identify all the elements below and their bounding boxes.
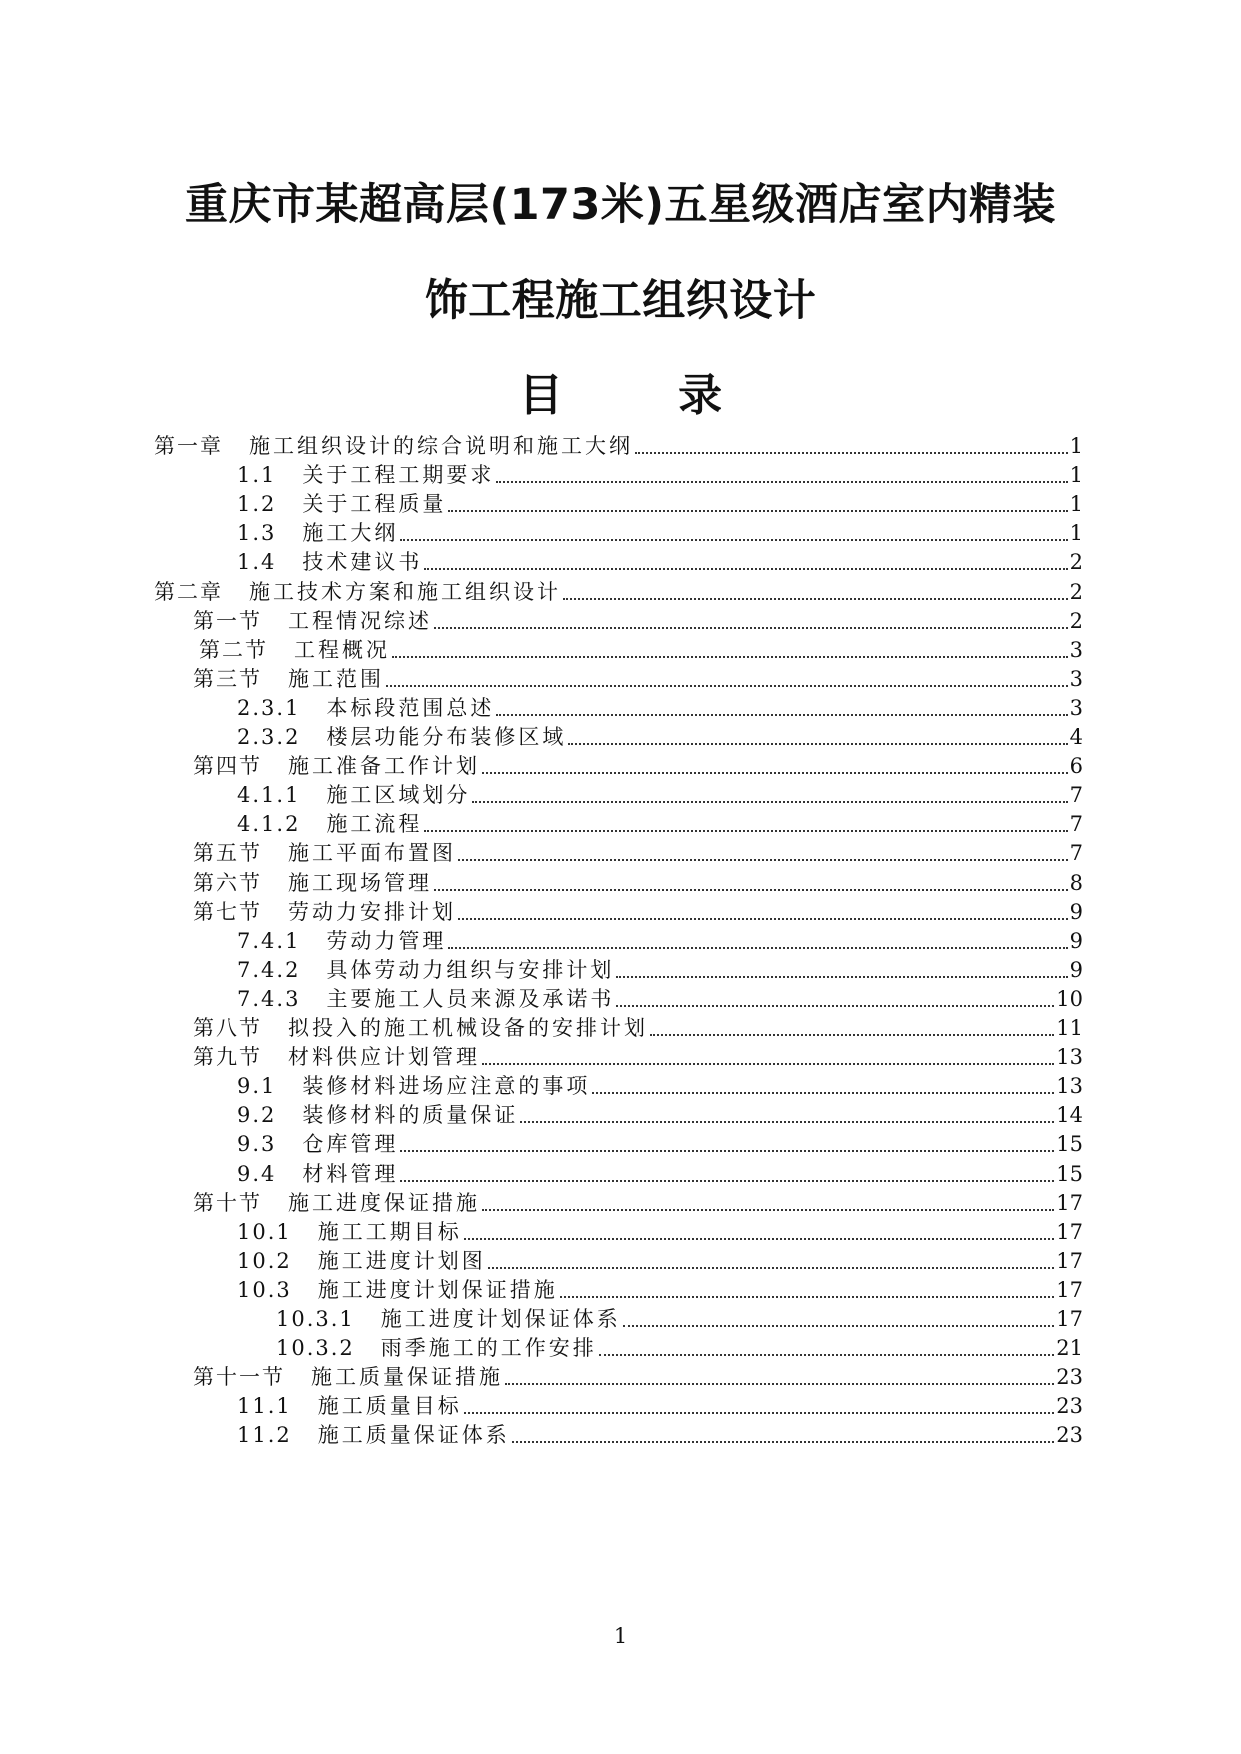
toc-entry-title: 施工组织设计的综合说明和施工大纲 — [249, 434, 633, 458]
toc-dot-leader — [614, 954, 1069, 986]
toc-entry-title: 仓库管理 — [302, 1132, 399, 1156]
toc-entry[interactable] — [193, 837, 1083, 869]
toc-dot-leader — [422, 808, 1069, 840]
toc-entry-title: 施工进度计划图 — [317, 1249, 486, 1273]
toc-dot-leader — [566, 721, 1069, 753]
toc-entry-number: 7.4.2 — [237, 958, 301, 982]
toc-entry-title: 施工平面布置图 — [288, 841, 456, 865]
toc-entry-number: 第六节 — [193, 871, 262, 895]
toc-dot-leader — [398, 517, 1069, 549]
toc-dot-leader — [621, 1303, 1056, 1335]
toc-entry[interactable] — [237, 517, 1083, 549]
toc-entry-page: 2 — [1069, 609, 1083, 633]
toc-entry-title: 雨季施工的工作安排 — [380, 1336, 597, 1360]
toc-entry-title: 技术建议书 — [302, 550, 423, 574]
toc-entry-title: 施工范围 — [288, 667, 384, 691]
toc-entry[interactable] — [237, 808, 1083, 840]
toc-entry-page: 7 — [1069, 783, 1083, 807]
toc-entry-page: 17 — [1056, 1278, 1083, 1302]
toc-entry[interactable] — [237, 779, 1083, 811]
toc-dot-leader — [462, 1390, 1057, 1422]
toc-dot-leader — [558, 1274, 1057, 1306]
toc-entry[interactable] — [276, 1303, 1083, 1335]
toc-entry-number: 10.3.1 — [276, 1307, 355, 1331]
toc-entry-number: 7.4.1 — [237, 929, 301, 953]
toc-entry-page: 3 — [1069, 696, 1083, 720]
toc-entry-title: 材料供应计划管理 — [288, 1045, 480, 1069]
toc-entry-page: 21 — [1056, 1336, 1083, 1360]
toc-entry[interactable] — [154, 430, 1083, 462]
toc-entry-page: 13 — [1056, 1045, 1083, 1069]
toc-entry[interactable] — [199, 634, 1083, 666]
toc-entry-number: 第三节 — [193, 667, 262, 691]
toc-entry-number: 第一节 — [193, 609, 262, 633]
toc-entry-page: 11 — [1056, 1016, 1083, 1040]
toc-entry-title: 工程概况 — [294, 638, 390, 662]
toc-entry-page: 23 — [1056, 1365, 1083, 1389]
toc-dot-leader — [432, 867, 1070, 899]
toc-entry-page: 3 — [1069, 638, 1083, 662]
toc-entry-page: 7 — [1069, 841, 1083, 865]
toc-entry-page: 1 — [1069, 521, 1083, 545]
toc-dot-leader — [480, 1187, 1056, 1219]
toc-entry-page: 17 — [1056, 1220, 1083, 1244]
toc-dot-leader — [486, 1245, 1057, 1277]
toc-entry-number: 9.4 — [237, 1162, 277, 1186]
toc-entry[interactable] — [193, 896, 1083, 928]
toc-entry-title: 关于工程质量 — [302, 492, 447, 516]
toc-dot-leader — [470, 779, 1069, 811]
toc-entry[interactable] — [237, 1390, 1083, 1422]
toc-dot-leader — [456, 837, 1070, 869]
toc-entry[interactable] — [237, 1099, 1083, 1131]
toc-dot-leader — [462, 1216, 1057, 1248]
toc-entry-page: 17 — [1056, 1307, 1083, 1331]
toc-entry[interactable] — [237, 1158, 1083, 1190]
toc-entry-title: 施工质量保证措施 — [311, 1365, 503, 1389]
toc-entry-title: 施工流程 — [326, 812, 423, 836]
toc-dot-leader — [432, 605, 1070, 637]
toc-dot-leader — [456, 896, 1070, 928]
toc-entry-page: 4 — [1069, 725, 1083, 749]
toc-dot-leader — [561, 576, 1070, 608]
toc-entry-number: 1.3 — [237, 521, 277, 545]
toc-entry-number: 9.2 — [237, 1103, 277, 1127]
document-title-line-2: 饰工程施工组织设计 — [424, 276, 817, 326]
toc-entry-title: 施工技术方案和施工组织设计 — [249, 580, 561, 604]
toc-entry-number: 2.3.1 — [237, 696, 301, 720]
toc-entry-title: 关于工程工期要求 — [302, 463, 495, 487]
toc-entry-number: 4.1.1 — [237, 783, 301, 807]
toc-dot-leader — [422, 546, 1069, 578]
toc-entry-page: 15 — [1056, 1162, 1083, 1186]
toc-entry[interactable] — [237, 1419, 1083, 1451]
toc-heading: 目 录 — [518, 370, 773, 421]
toc-entry-title: 施工工期目标 — [317, 1220, 462, 1244]
toc-entry[interactable] — [237, 925, 1083, 957]
toc-entry-number: 10.3 — [237, 1278, 292, 1302]
toc-dot-leader — [510, 1419, 1057, 1451]
toc-dot-leader — [398, 1128, 1056, 1160]
toc-dot-leader — [503, 1361, 1056, 1393]
toc-entry-title: 施工进度计划保证措施 — [317, 1278, 558, 1302]
toc-entry-page: 1 — [1069, 463, 1083, 487]
toc-dot-leader — [614, 983, 1056, 1015]
toc-entry-number: 9.1 — [237, 1074, 277, 1098]
toc-entry-title: 具体劳动力组织与安排计划 — [326, 958, 615, 982]
toc-entry[interactable] — [237, 1128, 1083, 1160]
toc-entry-title: 施工准备工作计划 — [288, 754, 480, 778]
toc-entry-page: 23 — [1056, 1423, 1083, 1447]
toc-entry-number: 1.1 — [237, 463, 277, 487]
toc-entry-title: 劳动力安排计划 — [288, 900, 456, 924]
toc-entry-number: 第八节 — [193, 1016, 262, 1040]
toc-entry[interactable] — [237, 983, 1083, 1015]
toc-dot-leader — [494, 459, 1069, 491]
toc-entry-title: 工程情况综述 — [288, 609, 432, 633]
toc-dot-leader — [648, 1012, 1056, 1044]
toc-entry-title: 施工区域划分 — [326, 783, 471, 807]
toc-dot-leader — [398, 1158, 1056, 1190]
toc-entry-title: 施工质量目标 — [317, 1394, 462, 1418]
toc-entry-page: 3 — [1069, 667, 1083, 691]
toc-entry-page: 9 — [1069, 900, 1083, 924]
toc-entry[interactable] — [237, 1274, 1083, 1306]
toc-entry-title: 拟投入的施工机械设备的安排计划 — [288, 1016, 648, 1040]
document-title-line-1: 重庆市某超高层(173米)五星级酒店室内精装 — [184, 180, 1057, 230]
toc-entry-title: 施工质量保证体系 — [317, 1423, 510, 1447]
toc-entry-number: 第二节 — [199, 638, 268, 662]
toc-entry[interactable] — [237, 1070, 1083, 1102]
toc-entry-page: 6 — [1069, 754, 1083, 778]
toc-entry-number: 第四节 — [193, 754, 262, 778]
toc-entry[interactable] — [193, 1361, 1083, 1393]
toc-entry-page: 2 — [1069, 580, 1083, 604]
toc-dot-leader — [597, 1332, 1056, 1364]
toc-entry-title: 施工进度保证措施 — [288, 1191, 480, 1215]
toc-entry-page: 15 — [1056, 1132, 1083, 1156]
toc-entry[interactable] — [193, 605, 1083, 637]
toc-entry-title: 装修材料的质量保证 — [302, 1103, 519, 1127]
toc-entry-title: 施工现场管理 — [288, 871, 432, 895]
toc-entry[interactable] — [193, 1187, 1083, 1219]
toc-entry-number: 11.1 — [237, 1394, 292, 1418]
page-number: 1 — [613, 1624, 628, 1648]
toc-entry[interactable] — [154, 576, 1083, 608]
toc-entry-number: 第七节 — [193, 900, 262, 924]
toc-entry[interactable] — [193, 1012, 1083, 1044]
toc-entry-page: 13 — [1056, 1074, 1083, 1098]
toc-entry[interactable] — [237, 488, 1083, 520]
toc-entry-number: 第一章 — [154, 434, 223, 458]
toc-entry-page: 17 — [1056, 1249, 1083, 1273]
toc-entry-number: 2.3.2 — [237, 725, 301, 749]
toc-entry[interactable] — [237, 1245, 1083, 1277]
toc-dot-leader — [446, 925, 1069, 957]
toc-dot-leader — [480, 1041, 1056, 1073]
toc-entry-page: 23 — [1056, 1394, 1083, 1418]
toc-entry-page: 2 — [1069, 550, 1083, 574]
toc-entry-page: 8 — [1069, 871, 1083, 895]
toc-entry[interactable] — [237, 459, 1083, 491]
toc-dot-leader — [590, 1070, 1056, 1102]
toc-dot-leader — [390, 634, 1070, 666]
toc-entry[interactable] — [193, 867, 1083, 899]
toc-entry-number: 9.3 — [237, 1132, 277, 1156]
toc-entry-page: 1 — [1069, 492, 1083, 516]
toc-entry-page: 7 — [1069, 812, 1083, 836]
toc-entry-number: 10.2 — [237, 1249, 292, 1273]
toc-entry[interactable] — [237, 546, 1083, 578]
toc-entry-title: 施工大纲 — [302, 521, 399, 545]
toc-entry-title: 楼层功能分布装修区域 — [326, 725, 567, 749]
toc-dot-leader — [384, 663, 1070, 695]
toc-entry-title: 本标段范围总述 — [326, 696, 495, 720]
toc-dot-leader — [633, 430, 1070, 462]
toc-entry-number: 11.2 — [237, 1423, 292, 1447]
toc-dot-leader — [518, 1099, 1056, 1131]
toc-entry-number: 10.1 — [237, 1220, 292, 1244]
toc-entry-page: 10 — [1056, 987, 1083, 1011]
toc-entry-number: 1.4 — [237, 550, 277, 574]
toc-entry[interactable] — [193, 1041, 1083, 1073]
toc-entry-title: 劳动力管理 — [326, 929, 447, 953]
toc-entry-number: 第九节 — [193, 1045, 262, 1069]
toc-entry-page: 9 — [1069, 929, 1083, 953]
toc-entry-page: 14 — [1056, 1103, 1083, 1127]
toc-entry-number: 第五节 — [193, 841, 262, 865]
toc-entry[interactable] — [237, 692, 1083, 724]
toc-entry-number: 4.1.2 — [237, 812, 301, 836]
toc-entry[interactable] — [237, 721, 1083, 753]
toc-entry-title: 材料管理 — [302, 1162, 399, 1186]
toc-dot-leader — [480, 750, 1070, 782]
toc-entry-page: 9 — [1069, 958, 1083, 982]
toc-entry-title: 装修材料进场应注意的事项 — [302, 1074, 591, 1098]
toc-entry[interactable] — [237, 954, 1083, 986]
toc-dot-leader — [446, 488, 1069, 520]
toc-entry-number: 1.2 — [237, 492, 277, 516]
toc-entry-number: 第二章 — [154, 580, 223, 604]
toc-entry-number: 10.3.2 — [276, 1336, 355, 1360]
toc-entry-page: 1 — [1069, 434, 1083, 458]
toc-entry-number: 7.4.3 — [237, 987, 301, 1011]
toc-entry-number: 第十一节 — [193, 1365, 285, 1389]
toc-entry-number: 第十节 — [193, 1191, 262, 1215]
toc-entry-page: 17 — [1056, 1191, 1083, 1215]
toc-entry[interactable] — [276, 1332, 1083, 1364]
toc-entry[interactable] — [237, 1216, 1083, 1248]
toc-entry-title: 主要施工人员来源及承诺书 — [326, 987, 615, 1011]
toc-entry-title: 施工进度计划保证体系 — [380, 1307, 621, 1331]
toc-dot-leader — [494, 692, 1069, 724]
toc-entry[interactable] — [193, 663, 1083, 695]
toc-entry[interactable] — [193, 750, 1083, 782]
